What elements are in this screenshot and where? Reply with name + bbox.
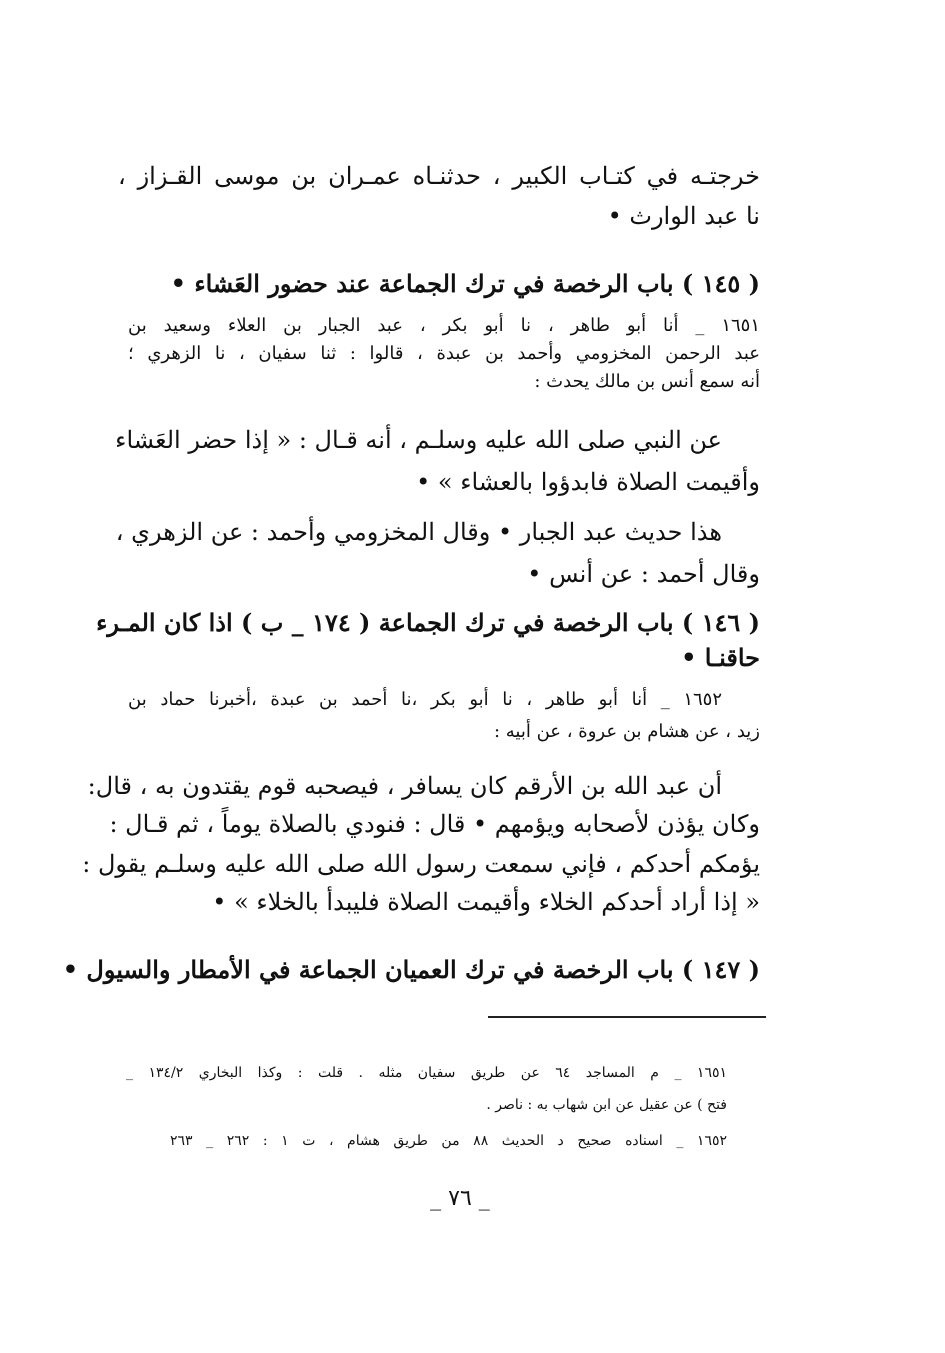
footnote-divider [488,1016,766,1018]
footnote-line: ١٦٥١ _ م المساجد ٦٤ عن طريق سفيان مثله . قلت : وكذا البخاري ١٣٤/٢ _ [126,1065,727,1081]
text-line: نا عبد الوارث • [607,202,760,230]
hadith-text-line: عن النبي صلى الله عليه وسلـم ، أنه قـال : « إذا حضر العَشاء [115,426,722,454]
chapter-heading: ( ١٤٦ ) باب الرخصة في ترك الجماعة ( ١٧٤ _ ب ) اذا كان المـرء [96,608,760,637]
hadith-text-line: وأقيمت الصلاة فابدؤوا بالعشاء » • [416,468,760,496]
chapter-heading: ( ١٤٧ ) باب الرخصة في ترك العميان الجماعة في الأمطار والسيول • [62,955,760,984]
commentary-line: هذا حديث عبد الجبار • وقال المخزومي وأحمد : عن الزهري ، [115,518,722,546]
chapter-heading: ( ١٤٥ ) باب الرخصة في ترك الجماعة عند حضور العَشاء • [170,269,760,298]
chapter-heading: حاقنـا • [681,643,760,672]
hadith-isnad-line: ١٦٥٢ _ أنا أبو طاهر ، نا أبو بكر ،نا أحمد بن عبدة ،أخبرنا حماد بن [128,689,722,710]
hadith-text-line: « إذا أراد أحدكم الخلاء وأقيمت الصلاة فليبدأ بالخلاء » • [212,888,760,916]
hadith-isnad-line: ١٦٥١ _ أنا أبو طاهر ، نا أبو بكر ، عبد الجبار بن العلاء وسعيد بن [128,315,760,336]
hadith-text-line: يؤمكم أحدكم ، فإني سمعت رسول الله صلى الله عليه وسلـم يقول : [82,850,760,878]
hadith-text-line: أن عبد الله بن الأرقم كان يسافر ، فيصحبه قوم يقتدون به ، قال: [87,772,722,800]
text-line: خرجتـه في كتـاب الكبير ، حدثنـاه عمـران بن موسى القـزاز ، [118,162,760,190]
footnote-line: ١٦٥٢ _ اسناده صحيح د الحديث ٨٨ من طريق هشام ، ت ١ : ٢٦٢ _ ٢٦٣ [170,1133,727,1149]
hadith-isnad-line: عبد الرحمن المخزومي وأحمد بن عبدة ، قالوا : ثنا سفيان ، نا الزهري ؛ [128,343,760,364]
footnote-line: فتح ) عن عقيل عن ابن شهاب به : ناصر . [486,1097,727,1113]
hadith-isnad-line: زيد ، عن هشام بن عروة ، عن أبيه : [494,721,760,742]
hadith-text-line: وكان يؤذن لأصحابه ويؤمهم • قال : فنودي بالصلاة يوماً ، ثم قـال : [109,810,760,838]
commentary-line: وقال أحمد : عن أنس • [527,560,760,588]
page-number: _ ٧٦ _ [430,1186,490,1211]
hadith-isnad-line: أنه سمع أنس بن مالك يحدث : [534,371,760,392]
